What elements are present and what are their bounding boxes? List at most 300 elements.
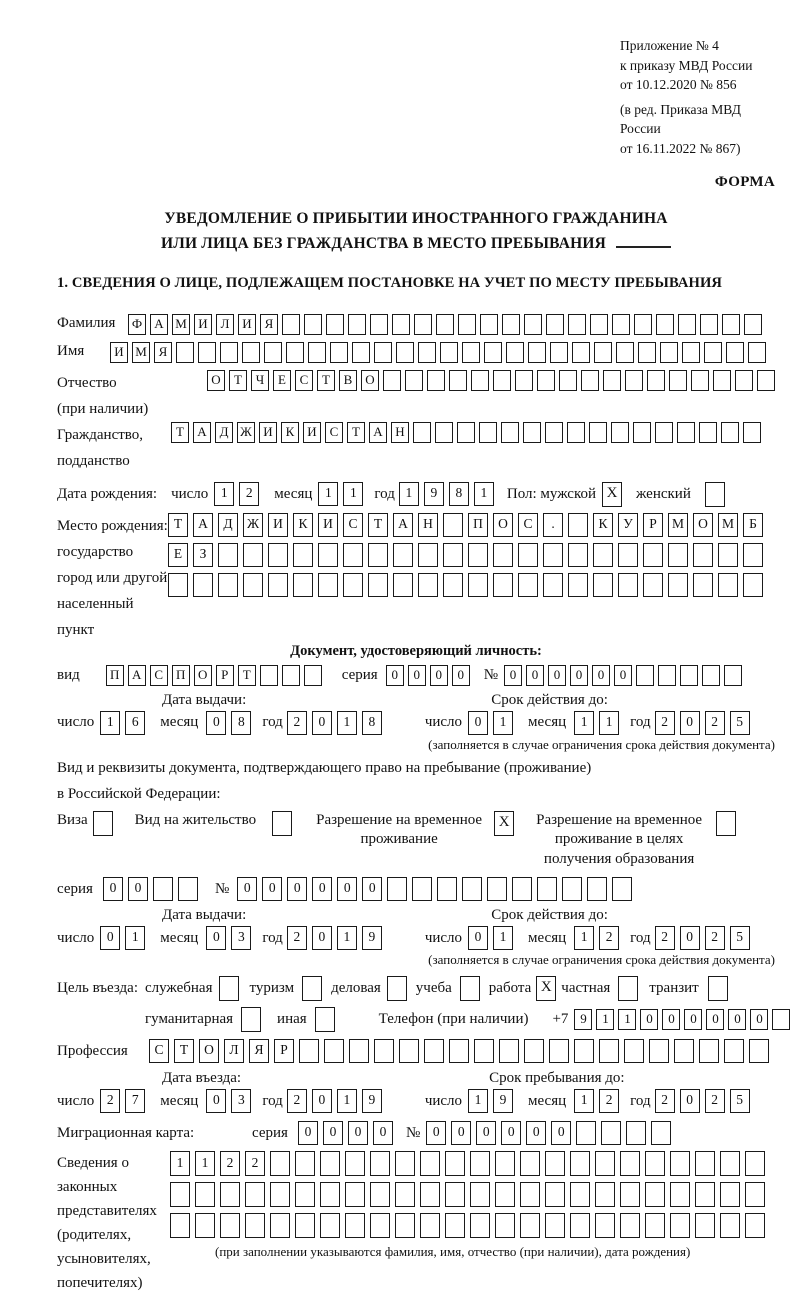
form-cell[interactable]: С [150,665,168,686]
form-cell[interactable]: 2 [100,1089,120,1113]
form-cell[interactable] [633,422,651,443]
form-cell[interactable] [601,1121,621,1145]
form-cell[interactable]: Т [174,1039,194,1063]
form-cell[interactable]: 0 [206,1089,226,1113]
form-cell[interactable] [424,1039,444,1063]
form-cell[interactable] [304,665,322,686]
form-cell[interactable]: 2 [655,926,675,950]
form-cell[interactable]: Т [229,370,247,391]
form-cell[interactable] [638,342,656,363]
form-cell[interactable]: И [318,513,338,537]
form-cell[interactable]: О [207,370,225,391]
form-cell[interactable] [645,1213,665,1238]
form-cell[interactable]: 1 [125,926,145,950]
form-cell[interactable] [572,342,590,363]
form-cell[interactable] [693,573,713,597]
form-cell[interactable]: 9 [424,482,444,506]
form-cell[interactable] [722,314,740,335]
form-cell[interactable]: Л [224,1039,244,1063]
form-cell[interactable] [590,314,608,335]
form-cell[interactable]: И [303,422,321,443]
form-cell[interactable] [695,1182,715,1207]
form-cell[interactable]: 1 [599,711,619,735]
form-cell[interactable]: Т [317,370,335,391]
form-cell[interactable] [699,1039,719,1063]
form-cell[interactable] [677,422,695,443]
form-cell[interactable] [545,422,563,443]
form-cell[interactable] [457,422,475,443]
form-cell[interactable] [243,573,263,597]
form-cell[interactable]: З [193,543,213,567]
form-cell[interactable] [595,1182,615,1207]
form-cell[interactable] [304,314,322,335]
form-cell[interactable] [506,342,524,363]
form-cell[interactable] [612,314,630,335]
form-cell[interactable] [735,370,753,391]
form-cell[interactable]: 0 [287,877,307,901]
form-cell[interactable] [479,422,497,443]
form-cell[interactable]: П [172,665,190,686]
form-cell[interactable] [440,342,458,363]
form-cell[interactable] [668,573,688,597]
form-cell[interactable]: 2 [287,711,307,735]
form-cell[interactable]: 1 [214,482,234,506]
form-cell[interactable] [518,573,538,597]
form-cell[interactable] [418,543,438,567]
form-cell[interactable] [348,314,366,335]
form-cell[interactable] [620,1182,640,1207]
form-cell[interactable]: 9 [574,1009,592,1030]
form-cell[interactable] [611,422,629,443]
form-cell[interactable] [220,1182,240,1207]
form-cell[interactable]: О [493,513,513,537]
form-cell[interactable] [718,573,738,597]
form-cell[interactable] [626,1121,646,1145]
form-cell[interactable]: Я [154,342,172,363]
form-cell[interactable]: 0 [386,665,404,686]
form-cell[interactable] [370,1213,390,1238]
form-cell[interactable] [587,877,607,901]
form-cell[interactable] [645,1151,665,1176]
form-cell[interactable]: 0 [312,1089,332,1113]
form-cell[interactable] [721,422,739,443]
form-cell[interactable] [720,1182,740,1207]
form-cell[interactable] [620,1151,640,1176]
form-cell[interactable] [395,1182,415,1207]
form-cell[interactable] [170,1182,190,1207]
form-cell[interactable] [543,573,563,597]
form-cell[interactable] [480,314,498,335]
form-cell[interactable]: 0 [100,926,120,950]
form-cell[interactable]: 1 [574,926,594,950]
form-cell[interactable] [392,314,410,335]
form-cell[interactable] [345,1213,365,1238]
form-cell[interactable] [470,1182,490,1207]
form-cell[interactable] [345,1182,365,1207]
form-cell[interactable] [518,543,538,567]
form-cell[interactable] [678,314,696,335]
form-cell[interactable]: К [293,513,313,537]
form-cell[interactable] [618,543,638,567]
form-cell[interactable] [320,1213,340,1238]
form-cell[interactable]: Б [743,513,763,537]
form-cell[interactable] [647,370,665,391]
form-cell[interactable] [270,1151,290,1176]
form-cell[interactable]: 0 [430,665,448,686]
form-cell[interactable] [468,543,488,567]
form-cell[interactable]: 0 [312,711,332,735]
form-cell[interactable]: П [106,665,124,686]
form-cell[interactable]: О [194,665,212,686]
form-cell[interactable] [293,573,313,597]
form-cell[interactable] [546,314,564,335]
form-cell[interactable] [399,1039,419,1063]
form-cell[interactable] [493,543,513,567]
form-cell[interactable] [616,342,634,363]
form-cell[interactable] [264,342,282,363]
form-cell[interactable] [599,1039,619,1063]
form-cell[interactable] [218,543,238,567]
form-cell[interactable]: 0 [592,665,610,686]
form-cell[interactable]: Н [418,513,438,537]
form-cell[interactable]: 5 [730,1089,750,1113]
form-cell[interactable] [705,482,725,507]
form-cell[interactable]: 0 [323,1121,343,1145]
form-cell[interactable] [549,1039,569,1063]
form-cell[interactable] [330,342,348,363]
form-cell[interactable] [242,342,260,363]
form-cell[interactable]: 1 [337,711,357,735]
form-cell[interactable] [219,976,239,1001]
form-cell[interactable]: Р [274,1039,294,1063]
form-cell[interactable] [645,1182,665,1207]
form-cell[interactable] [636,665,654,686]
form-cell[interactable] [302,976,322,1001]
form-cell[interactable]: 0 [408,665,426,686]
form-cell[interactable] [660,342,678,363]
form-cell[interactable] [524,314,542,335]
form-cell[interactable] [484,342,502,363]
form-cell[interactable] [624,1039,644,1063]
form-cell[interactable]: 2 [705,926,725,950]
form-cell[interactable]: 0 [312,926,332,950]
form-cell[interactable]: 0 [206,926,226,950]
form-cell[interactable] [693,543,713,567]
form-cell[interactable] [393,543,413,567]
form-cell[interactable]: 0 [551,1121,571,1145]
form-cell[interactable] [745,1151,765,1176]
form-cell[interactable]: X [494,811,514,836]
form-cell[interactable] [460,976,480,1001]
form-cell[interactable] [543,543,563,567]
form-cell[interactable] [282,314,300,335]
form-cell[interactable] [393,573,413,597]
form-cell[interactable]: О [361,370,379,391]
form-cell[interactable] [625,370,643,391]
form-cell[interactable]: 0 [426,1121,446,1145]
form-cell[interactable] [651,1121,671,1145]
form-cell[interactable] [655,422,673,443]
form-cell[interactable] [680,665,698,686]
form-cell[interactable] [420,1151,440,1176]
form-cell[interactable] [443,513,463,537]
form-cell[interactable]: Ф [128,314,146,335]
form-cell[interactable] [308,342,326,363]
form-cell[interactable]: М [172,314,190,335]
form-cell[interactable]: 0 [452,665,470,686]
form-cell[interactable]: 0 [128,877,148,901]
form-cell[interactable]: 8 [231,711,251,735]
form-cell[interactable] [594,342,612,363]
form-cell[interactable] [474,1039,494,1063]
form-cell[interactable] [270,1213,290,1238]
form-cell[interactable] [349,1039,369,1063]
form-cell[interactable]: 2 [245,1151,265,1176]
form-cell[interactable]: Я [249,1039,269,1063]
form-cell[interactable] [713,370,731,391]
form-cell[interactable] [245,1182,265,1207]
form-cell[interactable] [195,1213,215,1238]
form-cell[interactable] [702,665,720,686]
form-cell[interactable] [595,1151,615,1176]
form-cell[interactable]: 0 [570,665,588,686]
form-cell[interactable]: О [693,513,713,537]
form-cell[interactable] [700,314,718,335]
form-cell[interactable] [670,1151,690,1176]
form-cell[interactable] [387,976,407,1001]
form-cell[interactable] [437,877,457,901]
form-cell[interactable]: С [295,370,313,391]
form-cell[interactable] [724,665,742,686]
form-cell[interactable]: 0 [526,665,544,686]
form-cell[interactable]: 1 [574,711,594,735]
form-cell[interactable] [320,1151,340,1176]
form-cell[interactable] [470,1151,490,1176]
form-cell[interactable] [716,811,736,836]
form-cell[interactable] [299,1039,319,1063]
form-cell[interactable]: 3 [231,1089,251,1113]
form-cell[interactable] [550,342,568,363]
form-cell[interactable] [220,342,238,363]
form-cell[interactable] [268,573,288,597]
form-cell[interactable] [593,543,613,567]
form-cell[interactable] [726,342,744,363]
form-cell[interactable] [643,573,663,597]
form-cell[interactable] [757,370,775,391]
form-cell[interactable] [495,1151,515,1176]
form-cell[interactable] [528,342,546,363]
form-cell[interactable]: 1 [100,711,120,735]
form-cell[interactable]: 1 [170,1151,190,1176]
form-cell[interactable] [720,1213,740,1238]
form-cell[interactable]: А [393,513,413,537]
form-cell[interactable] [326,314,344,335]
form-cell[interactable] [612,877,632,901]
form-cell[interactable] [487,877,507,901]
form-cell[interactable] [320,1182,340,1207]
form-cell[interactable] [512,877,532,901]
form-cell[interactable] [370,314,388,335]
form-cell[interactable]: Р [643,513,663,537]
form-cell[interactable]: А [128,665,146,686]
form-cell[interactable] [670,1182,690,1207]
form-cell[interactable] [559,370,577,391]
form-cell[interactable]: У [618,513,638,537]
form-cell[interactable]: 9 [362,1089,382,1113]
form-cell[interactable]: М [668,513,688,537]
form-cell[interactable]: 5 [730,711,750,735]
form-cell[interactable] [724,1039,744,1063]
form-cell[interactable] [523,422,541,443]
form-cell[interactable] [445,1151,465,1176]
form-cell[interactable]: М [718,513,738,537]
form-cell[interactable]: 9 [493,1089,513,1113]
form-cell[interactable] [195,1182,215,1207]
form-cell[interactable] [593,573,613,597]
form-cell[interactable] [470,1213,490,1238]
form-cell[interactable]: 1 [596,1009,614,1030]
form-cell[interactable] [745,1182,765,1207]
form-cell[interactable] [462,877,482,901]
form-cell[interactable] [374,342,392,363]
form-cell[interactable]: 0 [504,665,522,686]
form-cell[interactable]: 1 [337,1089,357,1113]
form-cell[interactable]: 2 [599,926,619,950]
form-cell[interactable] [270,1182,290,1207]
form-cell[interactable]: 1 [618,1009,636,1030]
form-cell[interactable] [418,342,436,363]
form-cell[interactable]: С [518,513,538,537]
form-cell[interactable]: Р [216,665,234,686]
form-cell[interactable]: 0 [526,1121,546,1145]
form-cell[interactable]: Ж [237,422,255,443]
form-cell[interactable] [343,543,363,567]
form-cell[interactable] [772,1009,790,1030]
form-cell[interactable] [260,665,278,686]
form-cell[interactable]: 2 [655,711,675,735]
form-cell[interactable]: А [150,314,168,335]
form-cell[interactable] [603,370,621,391]
form-cell[interactable]: М [132,342,150,363]
form-cell[interactable] [178,877,198,901]
form-cell[interactable] [443,573,463,597]
form-cell[interactable] [520,1151,540,1176]
form-cell[interactable] [649,1039,669,1063]
form-cell[interactable] [414,314,432,335]
form-cell[interactable] [436,314,454,335]
form-cell[interactable] [669,370,687,391]
form-cell[interactable]: 2 [705,711,725,735]
form-cell[interactable] [749,1039,769,1063]
form-cell[interactable] [743,422,761,443]
form-cell[interactable]: 0 [348,1121,368,1145]
form-cell[interactable]: 0 [298,1121,318,1145]
form-cell[interactable] [656,314,674,335]
form-cell[interactable]: 1 [574,1089,594,1113]
form-cell[interactable] [418,573,438,597]
form-cell[interactable]: 1 [493,926,513,950]
form-cell[interactable] [570,1182,590,1207]
form-cell[interactable]: X [536,976,556,1001]
form-cell[interactable] [449,370,467,391]
form-cell[interactable] [574,1039,594,1063]
form-cell[interactable] [370,1151,390,1176]
form-cell[interactable] [537,877,557,901]
form-cell[interactable] [743,543,763,567]
form-cell[interactable] [567,422,585,443]
form-cell[interactable]: 0 [501,1121,521,1145]
form-cell[interactable]: Д [215,422,233,443]
form-cell[interactable]: Ч [251,370,269,391]
form-cell[interactable] [743,573,763,597]
form-cell[interactable] [435,422,453,443]
form-cell[interactable]: 2 [655,1089,675,1113]
form-cell[interactable]: 0 [548,665,566,686]
form-cell[interactable] [568,543,588,567]
form-cell[interactable]: А [193,422,211,443]
form-cell[interactable]: 8 [449,482,469,506]
form-cell[interactable] [495,1213,515,1238]
form-cell[interactable] [502,314,520,335]
form-cell[interactable] [295,1151,315,1176]
form-cell[interactable] [245,1213,265,1238]
form-cell[interactable] [620,1213,640,1238]
form-cell[interactable]: 7 [125,1089,145,1113]
form-cell[interactable] [458,314,476,335]
form-cell[interactable]: 0 [337,877,357,901]
form-cell[interactable] [295,1213,315,1238]
form-cell[interactable]: X [602,482,622,507]
form-cell[interactable]: О [199,1039,219,1063]
form-cell[interactable]: 0 [468,711,488,735]
form-cell[interactable] [545,1151,565,1176]
form-cell[interactable]: Т [171,422,189,443]
form-cell[interactable] [395,1151,415,1176]
form-cell[interactable] [570,1151,590,1176]
form-cell[interactable] [383,370,401,391]
form-cell[interactable] [462,342,480,363]
form-cell[interactable] [744,314,762,335]
form-cell[interactable]: С [343,513,363,537]
form-cell[interactable] [395,1213,415,1238]
form-cell[interactable] [493,370,511,391]
form-cell[interactable]: 0 [684,1009,702,1030]
form-cell[interactable] [193,573,213,597]
form-cell[interactable] [501,422,519,443]
form-cell[interactable]: А [369,422,387,443]
form-cell[interactable]: И [238,314,256,335]
form-cell[interactable] [471,370,489,391]
form-cell[interactable] [515,370,533,391]
form-cell[interactable] [368,573,388,597]
form-cell[interactable] [589,422,607,443]
form-cell[interactable]: 2 [599,1089,619,1113]
form-cell[interactable] [545,1213,565,1238]
form-cell[interactable] [568,513,588,537]
form-cell[interactable] [243,543,263,567]
form-cell[interactable]: 0 [680,926,700,950]
form-cell[interactable]: И [259,422,277,443]
form-cell[interactable]: 0 [262,877,282,901]
form-cell[interactable]: И [268,513,288,537]
form-cell[interactable]: А [193,513,213,537]
form-cell[interactable]: Е [168,543,188,567]
form-cell[interactable]: 3 [231,926,251,950]
form-cell[interactable] [343,573,363,597]
form-cell[interactable] [352,342,370,363]
form-cell[interactable] [374,1039,394,1063]
form-cell[interactable]: 2 [705,1089,725,1113]
